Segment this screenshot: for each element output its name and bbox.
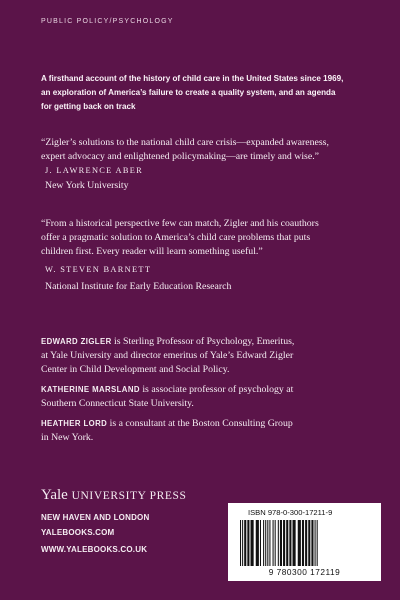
barcode-bar bbox=[302, 520, 304, 566]
category-label: PUBLIC POLICY/PSYCHOLOGY bbox=[41, 18, 174, 25]
publisher-site-us: YALEBOOKS.COM bbox=[41, 528, 115, 537]
author-name: EDWARD ZIGLER bbox=[41, 337, 112, 346]
bio-text: is Sterling Professor of Psychology, Emeritus, bbox=[111, 336, 295, 347]
review-quote-1 bbox=[41, 136, 376, 164]
bio-line bbox=[41, 383, 371, 397]
reviewer-name-2: W. STEVEN BARNETT bbox=[45, 265, 152, 274]
publisher-site-uk: WWW.YALEBOOKS.CO.UK bbox=[41, 545, 148, 554]
blurb-line: for getting back on track bbox=[41, 102, 136, 111]
blurb-line: A firsthand account of the history of child care in the United States since 1969, bbox=[41, 74, 344, 83]
barcode-bar bbox=[256, 520, 259, 566]
barcode-bar bbox=[311, 520, 313, 566]
quote-line: children first. Every reader will learn something useful.” bbox=[41, 246, 263, 257]
barcode-bar bbox=[286, 520, 288, 566]
barcode-bar bbox=[308, 520, 310, 566]
barcode-image bbox=[238, 520, 371, 566]
review-quote-2 bbox=[41, 217, 376, 259]
barcode-bar bbox=[265, 520, 266, 566]
reviewer-affiliation-2: National Institute for Early Education Research bbox=[45, 281, 232, 292]
bio-line bbox=[41, 335, 371, 349]
barcode-bar bbox=[242, 520, 243, 566]
quote-line: offer a pragmatic solution to America’s child care problems that puts bbox=[41, 232, 311, 243]
quote-line: expert advocacy and enlightened policymaking—are timely and wise.” bbox=[41, 151, 320, 162]
barcode-bar bbox=[263, 520, 264, 566]
barcode-bar bbox=[293, 520, 296, 566]
publisher-logo-word: Yale bbox=[41, 487, 68, 503]
barcode-bar bbox=[305, 520, 307, 566]
publisher-logo-press: UNIVERSITY PRESS bbox=[71, 490, 187, 502]
author-bio-zigler bbox=[41, 335, 371, 377]
publisher-city: NEW HAVEN AND LONDON bbox=[41, 513, 150, 522]
barcode-digits: 9 780300 172119 bbox=[268, 567, 341, 577]
barcode-bar bbox=[298, 520, 301, 566]
reviewer-affiliation-1: New York University bbox=[45, 180, 129, 191]
barcode-bar bbox=[240, 520, 241, 566]
barcode-bar bbox=[251, 520, 254, 566]
author-bio-lord bbox=[41, 417, 371, 445]
publisher-logo bbox=[41, 487, 187, 504]
author-name: HEATHER LORD bbox=[41, 419, 108, 428]
author-bio-marsland bbox=[41, 383, 371, 411]
bio-line: Center in Child Development and Social Policy. bbox=[41, 364, 230, 375]
quote-line: “From a historical perspective few can match, Zigler and his coauthors bbox=[41, 218, 319, 229]
barcode-bar bbox=[289, 520, 291, 566]
barcode-bar bbox=[247, 520, 249, 566]
blurb-line: an exploration of America’s failure to create a quality system, and an agenda bbox=[41, 88, 336, 97]
isbn-label: ISBN 978-0-300-17211-9 bbox=[248, 508, 333, 517]
barcode-bar bbox=[269, 520, 270, 566]
barcode-bar bbox=[278, 520, 279, 566]
barcode-bar bbox=[275, 520, 276, 566]
bio-line bbox=[41, 417, 371, 431]
barcode-bar bbox=[280, 520, 282, 566]
bio-line: at Yale University and director emeritus of Yale’s Edward Zigler bbox=[41, 350, 294, 361]
quote-line: “Zigler’s solutions to the national child care crisis—expanded awareness, bbox=[41, 137, 329, 148]
blurb bbox=[41, 72, 371, 114]
barcode-bar bbox=[315, 520, 316, 566]
bio-text: is associate professor of psychology at bbox=[139, 384, 294, 395]
barcode-bar bbox=[283, 520, 285, 566]
reviewer-name-1: J. LAWRENCE ABER bbox=[45, 166, 144, 175]
author-name: KATHERINE MARSLAND bbox=[41, 385, 140, 394]
barcode-bar bbox=[244, 520, 246, 566]
barcode-bar bbox=[267, 520, 268, 566]
barcode-bar bbox=[260, 520, 261, 566]
bio-text: is a consultant at the Boston Consulting Group bbox=[107, 418, 293, 429]
bio-line: in New York. bbox=[41, 432, 94, 443]
bio-line: Southern Connecticut State University. bbox=[41, 398, 194, 409]
barcode-bar bbox=[317, 520, 318, 566]
barcode-bar bbox=[273, 520, 274, 566]
